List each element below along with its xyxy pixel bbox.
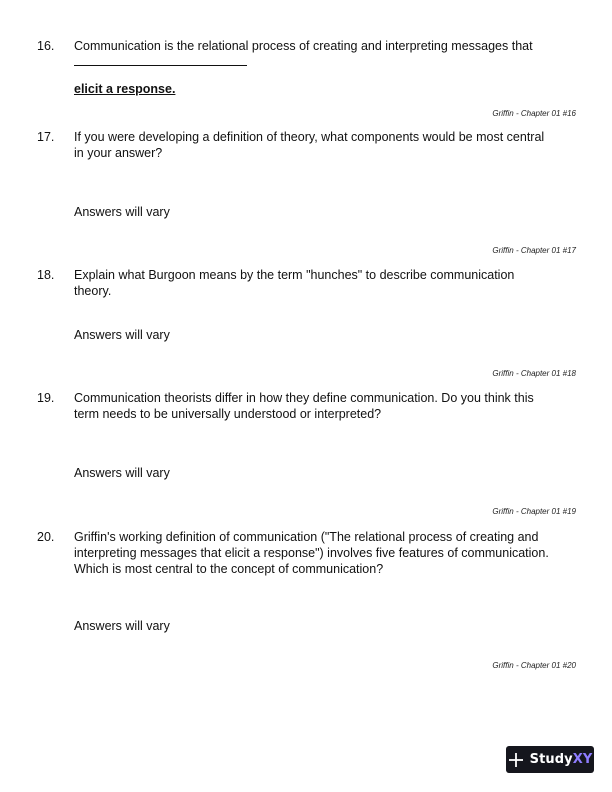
answer-blank-line (74, 65, 247, 66)
answer-text: Answers will vary (74, 205, 170, 219)
answer-text: Answers will vary (74, 466, 170, 480)
question-text: Communication is the relational process of creating and interpreting messages that (74, 39, 533, 53)
studyxy-logo-text (530, 752, 593, 767)
question-number: 18. (37, 268, 55, 282)
answer-text: Answers will vary (74, 328, 170, 342)
chapter-reference: Griffin - Chapter 01 #20 (492, 661, 576, 670)
question-number: 17. (37, 130, 55, 144)
question-text: If you were developing a definition of theory, what components would be most central in your answer? (74, 130, 545, 160)
question-number: 20. (37, 530, 55, 544)
chapter-reference: Griffin - Chapter 01 #17 (492, 246, 576, 255)
logo-text-accent: XY (572, 752, 593, 767)
chapter-reference: Griffin - Chapter 01 #16 (492, 109, 576, 118)
logo-text-main: Study (529, 752, 573, 767)
plus-icon (508, 752, 524, 768)
chapter-reference: Griffin - Chapter 01 #19 (492, 507, 576, 516)
question-text: Griffin's working definition of communication ("The relational process of creating and interpreting messages that elicit a response") involves five features of communication. Which is most central to the concept of communication? (74, 530, 549, 576)
question-number: 19. (37, 391, 55, 405)
chapter-reference: Griffin - Chapter 01 #18 (492, 369, 576, 378)
question-text: Explain what Burgoon means by the term "hunches" to describe communication theory. (74, 268, 515, 298)
studyxy-badge[interactable] (506, 746, 594, 773)
answer-text: Answers will vary (74, 619, 170, 633)
question-text: Communication theorists differ in how they define communication. Do you think this term needs to be universally understood or interpreted? (74, 391, 534, 421)
question-number: 16. (37, 39, 55, 53)
answer-text: elicit a response. (74, 82, 176, 96)
